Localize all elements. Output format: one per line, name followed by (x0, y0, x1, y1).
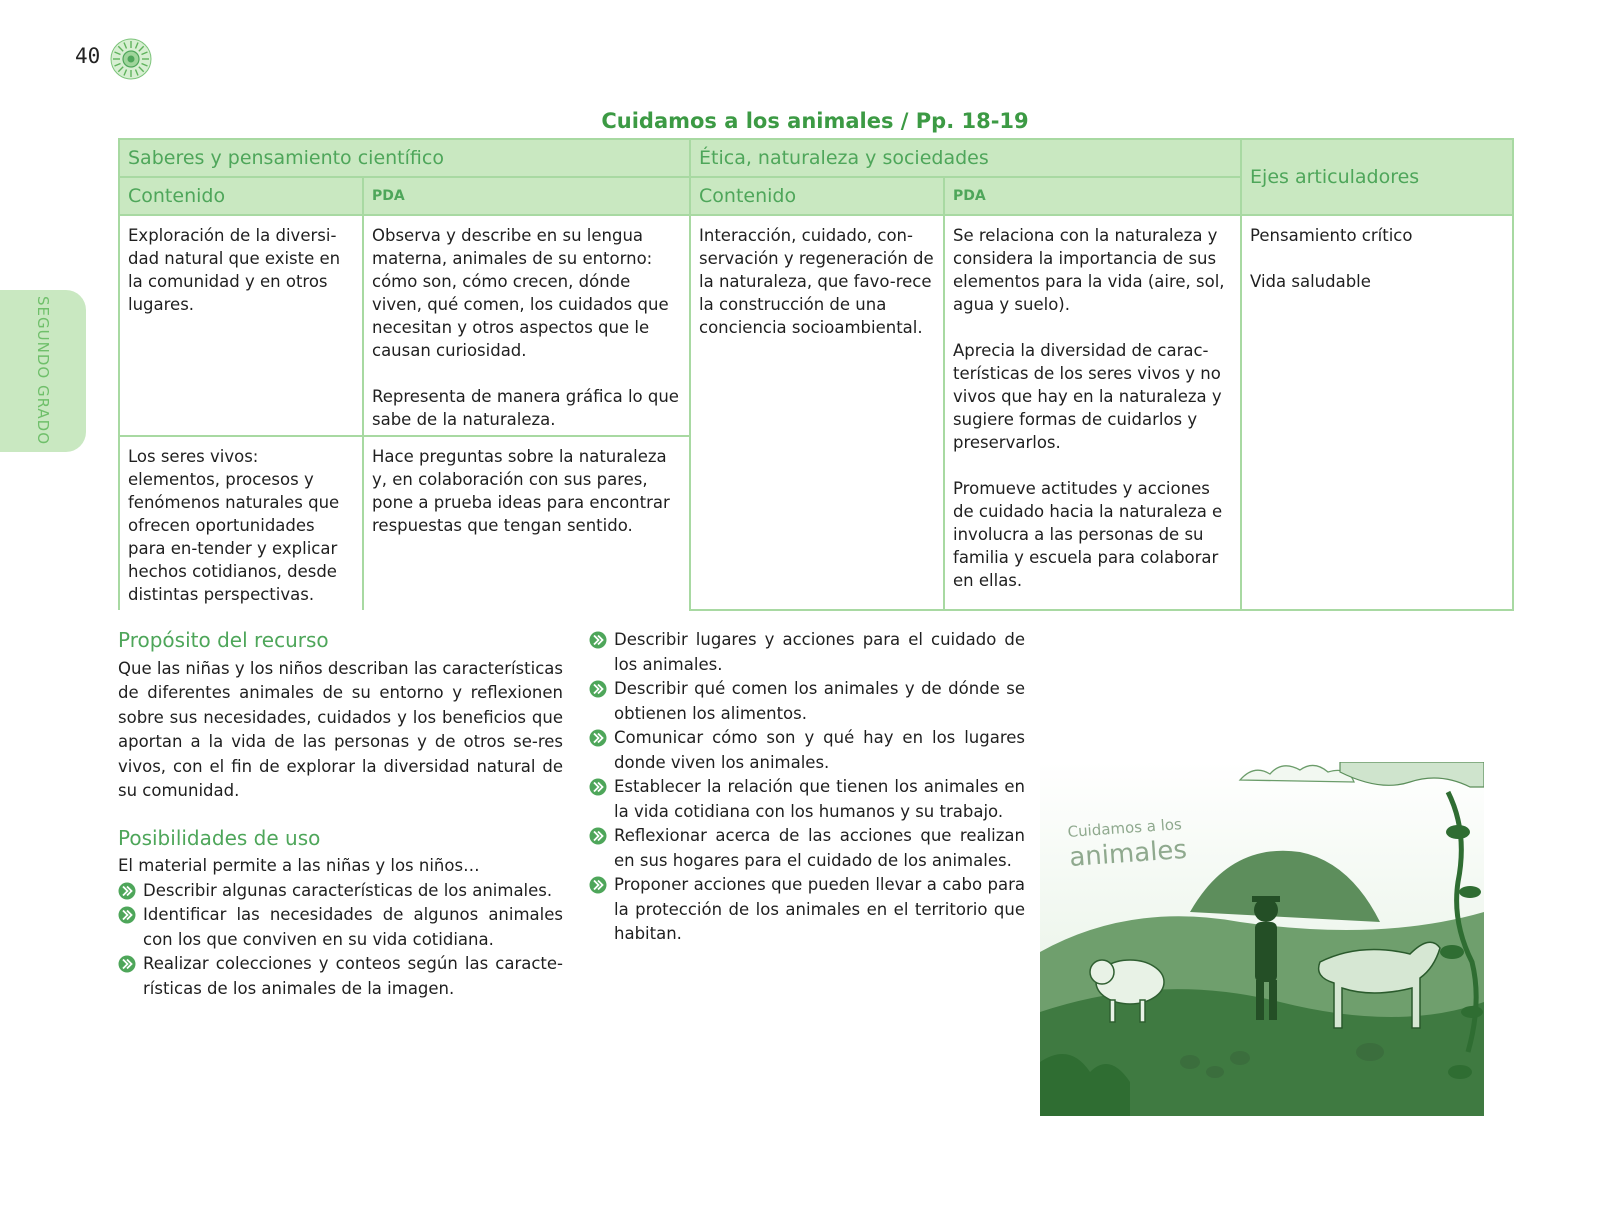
grade-side-tab (0, 290, 86, 452)
table-row (119, 215, 1513, 436)
subheader-pda: PDA (363, 177, 690, 215)
left-column (118, 628, 563, 1001)
curriculum-table (118, 138, 1514, 611)
subheader-pda: PDA (944, 177, 1241, 215)
chevron-right-bullet-icon (589, 876, 607, 894)
subheader-contenido: Contenido (119, 177, 363, 215)
list-item-text: Describir qué comen los animales y de dónde se obtienen los alimentos. (614, 679, 1025, 723)
pda-paragraph: Representa de manera gráfica lo que sabe de la naturaleza. (372, 387, 679, 429)
more-uses-list (589, 628, 1025, 947)
list-item-text: Reflexionar acerca de las acciones que realizan en sus hogares para el cuidado de los animales. (614, 826, 1025, 870)
table-title: Cuidamos a los animales / Pp. 18-19 (601, 109, 1029, 133)
eje-item: Pensamiento crítico (1250, 226, 1413, 245)
posibilidades-list (118, 879, 563, 1002)
right-column (589, 628, 1025, 947)
list-item (589, 775, 1025, 824)
pda-paragraph: Se relaciona con la naturaleza y considera la importancia de sus elementos para la vida (aire, sol, agua y suelo). (953, 226, 1225, 314)
eje-item: Vida saludable (1250, 272, 1371, 291)
table-cell-saberes-contenido: Los seres vivos: elementos, procesos y fenómenos naturales que ofrecen oportunidades para en-tender y explicar hechos cotidianos, desde distintas perspectivas. (119, 436, 363, 610)
list-item (118, 952, 563, 1001)
area-header-saberes: Saberes y pensamiento científico (119, 139, 690, 177)
table-cell-saberes-pda: Hace preguntas sobre la naturaleza y, en colaboración con sus pares, pone a prueba ideas para encontrar respuestas que tengan sentido. (363, 436, 690, 610)
chevron-right-bullet-icon (118, 906, 136, 924)
table-cell-etica-contenido: Interacción, cuidado, con-servación y regeneración de la naturaleza, que favo-rece la construcción de una conciencia socioambiental. (690, 215, 944, 610)
area-header-etica: Ética, naturaleza y sociedades (690, 139, 1241, 177)
area-header-ejes: Ejes articuladores (1241, 139, 1513, 215)
chevron-right-bullet-icon (589, 729, 607, 747)
list-item (589, 726, 1025, 775)
subheader-contenido: Contenido (690, 177, 944, 215)
table-cell-saberes-pda (363, 215, 690, 436)
list-item (589, 628, 1025, 677)
list-item-text: Proponer acciones que pueden llevar a cabo para la protección de los animales en el territorio que habitan. (614, 875, 1025, 943)
chevron-right-bullet-icon (589, 680, 607, 698)
page-number: 40 (75, 44, 101, 68)
list-item-text: Comunicar cómo son y qué hay en los lugares donde viven los animales. (614, 728, 1025, 772)
grade-label: SEGUNDO GRADO (34, 296, 52, 446)
sun-emblem-icon (110, 38, 152, 80)
illustration-title-small: Cuidamos a los (1067, 815, 1183, 841)
chevron-right-bullet-icon (118, 955, 136, 973)
list-item-text: Identificar las necesidades de algunos animales con los que conviven en su vida cotidiana. (143, 905, 563, 949)
table-cell-etica-pda (944, 215, 1241, 610)
list-item-text: Describir algunas características de los animales. (143, 880, 553, 900)
list-item (589, 873, 1025, 947)
list-item (589, 824, 1025, 873)
proposito-text: Que las niñas y los niños describan las características de diferentes animales de su entorno y reflexionen sobre sus necesidades, cuidados y los beneficios que aportan a la vida de las personas y de otros se-res vivos, con el fin de explorar la diversidad natural de su comunidad. (118, 658, 563, 800)
chevron-right-bullet-icon (589, 827, 607, 845)
list-item (118, 903, 563, 952)
list-item (118, 879, 563, 904)
posibilidades-intro: El material permite a las niñas y los niños… (118, 856, 480, 875)
animals-illustration (1040, 762, 1484, 1116)
chevron-right-bullet-icon (589, 778, 607, 796)
posibilidades-heading: Posibilidades de uso (118, 825, 321, 850)
list-item-text: Describir lugares y acciones para el cuidado de los animales. (614, 630, 1025, 674)
list-item-text: Establecer la relación que tienen los animales en la vida cotidiana con los humanos y su trabajo. (614, 777, 1025, 821)
pda-paragraph: Aprecia la diversidad de carac-terísticas de los seres vivos y no vivos que hay en la naturaleza y sugiere formas de cuidarlos y preservarlos. (953, 341, 1222, 452)
chevron-right-bullet-icon (118, 882, 136, 900)
list-item (589, 677, 1025, 726)
list-item-text: Realizar colecciones y conteos según las caracte-rísticas de los animales de la imagen. (143, 954, 563, 998)
pda-paragraph: Observa y describe en su lengua materna, animales de su entorno: cómo son, cómo crecen, dónde viven, qué comen, los cuidados que necesitan y otros aspectos que le causan curiosidad. (372, 226, 669, 360)
illustration-title-large: animales (1068, 834, 1188, 873)
chevron-right-bullet-icon (589, 631, 607, 649)
table-cell-saberes-contenido: Exploración de la diversi-dad natural que existe en la comunidad y en otros lugares. (119, 215, 363, 436)
pda-paragraph: Promueve actitudes y acciones de cuidado hacia la naturaleza e involucra a las personas de su familia y escuela para colaborar en ellas. (953, 479, 1223, 590)
table-cell-ejes (1241, 215, 1513, 610)
proposito-heading: Propósito del recurso (118, 628, 329, 652)
